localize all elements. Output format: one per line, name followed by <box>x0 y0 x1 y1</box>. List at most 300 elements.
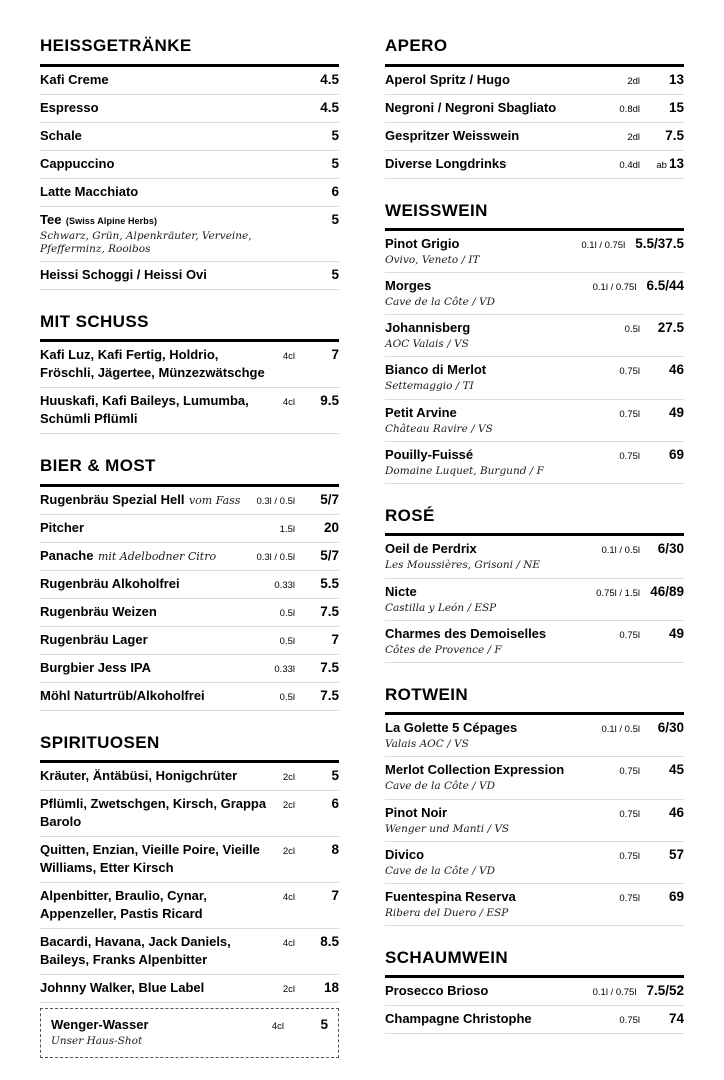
item-price-value: 69 <box>668 888 684 904</box>
item-price <box>305 604 339 619</box>
item-price <box>305 100 339 115</box>
menu-item-row <box>40 599 339 627</box>
item-name-line <box>40 547 246 565</box>
menu-item-row <box>40 883 339 929</box>
menu-item-row <box>40 95 339 123</box>
section-title-bier-und-most: BIER & MOST <box>40 456 339 487</box>
item-size: 0.33l <box>274 663 295 675</box>
item-main <box>385 846 609 878</box>
item-name-line <box>40 266 295 284</box>
item-subtext: Unser Haus-Shot <box>51 1035 143 1048</box>
item-name-line <box>40 631 270 649</box>
item-price <box>650 72 684 87</box>
item-name-line <box>385 127 617 145</box>
menu-item-row <box>385 95 684 123</box>
menu-item-row <box>40 515 339 543</box>
item-size: 2dl <box>627 75 640 87</box>
item-name-line <box>40 155 295 173</box>
item-name: Kräuter, Äntäbüsi, Honigchrüter <box>40 768 238 784</box>
item-main <box>40 71 295 89</box>
menu-item-row <box>40 571 339 599</box>
item-size: 0.4dl <box>619 159 640 171</box>
menu-section-rose <box>385 506 684 663</box>
item-name-line <box>51 1016 262 1034</box>
item-price <box>650 584 684 599</box>
item-price-value: 5 <box>331 211 339 227</box>
item-main <box>40 211 295 256</box>
item-main <box>40 519 270 537</box>
item-size: 0.1l / 0.75l <box>592 282 637 294</box>
menu-section-schaumwein <box>385 948 684 1035</box>
item-name-line <box>40 795 273 831</box>
item-price <box>305 212 339 227</box>
section-items <box>385 715 684 926</box>
item-size: 2dl <box>627 131 640 143</box>
item-subtext: Côtes de Provence / F <box>385 643 502 656</box>
item-price <box>650 720 684 735</box>
item-price <box>305 980 339 995</box>
item-name: Nicte <box>385 583 417 599</box>
item-price <box>305 347 339 362</box>
item-size: 0.75l <box>619 1015 640 1027</box>
item-price <box>650 847 684 862</box>
menu-item-row <box>40 763 339 791</box>
menu-item-row <box>40 655 339 683</box>
item-price-value: 8.5 <box>320 934 339 950</box>
section-items <box>385 536 684 662</box>
item-name: Pflümli, Zwetschgen, Kirsch, Grappa Barolo <box>40 796 267 830</box>
menu-section-spirituosen <box>40 733 339 1058</box>
item-price-value: 4.5 <box>320 71 339 87</box>
item-price <box>650 362 684 377</box>
item-main <box>40 841 273 877</box>
item-subtext: Cave de la Côte / VD <box>385 296 496 309</box>
menu-item-row <box>40 791 339 837</box>
item-name: Wenger-Wasser <box>51 1017 149 1033</box>
item-name-line <box>385 99 609 117</box>
item-main <box>385 982 583 1000</box>
item-price <box>635 236 684 251</box>
item-main <box>40 795 273 831</box>
item-size: 4cl <box>282 351 295 363</box>
section-items <box>385 67 684 179</box>
item-price <box>305 267 339 282</box>
item-price <box>305 128 339 143</box>
item-name: Charmes des Demoiselles <box>385 625 547 641</box>
item-price <box>650 128 684 143</box>
menu-section-mit-schuss <box>40 312 339 435</box>
item-size: 0.75l <box>619 892 640 904</box>
item-name-line <box>385 319 615 337</box>
item-name: Divico <box>385 846 425 862</box>
item-size: 4cl <box>271 1021 284 1033</box>
item-main <box>385 888 609 920</box>
menu-item-row <box>385 579 684 621</box>
menu-item-row <box>385 884 684 926</box>
item-main <box>385 127 617 145</box>
item-main <box>385 625 609 657</box>
item-price <box>305 632 339 647</box>
item-name-line <box>385 361 609 379</box>
menu-item-row <box>40 151 339 179</box>
item-name-line <box>40 575 264 593</box>
item-main <box>385 804 609 836</box>
item-main <box>40 155 295 173</box>
item-price <box>305 934 339 949</box>
item-name: Schale <box>40 127 82 143</box>
item-price <box>646 278 684 293</box>
item-size: 0.75l <box>619 808 640 820</box>
item-size: 0.75l <box>619 850 640 862</box>
item-name-line <box>40 933 273 969</box>
menu-item-row <box>40 627 339 655</box>
item-main <box>40 346 273 382</box>
item-main <box>40 491 246 509</box>
item-name: Negroni / Negroni Sbagliato <box>385 99 557 115</box>
item-name-line <box>40 71 295 89</box>
item-price-value: 46 <box>668 804 684 820</box>
item-main <box>385 540 591 572</box>
menu-section-bier-und-most <box>40 456 339 711</box>
item-size: 0.5l <box>279 607 295 619</box>
item-price-value: 49 <box>668 625 684 641</box>
menu-item-row <box>40 683 339 711</box>
item-name-line <box>40 346 273 382</box>
item-name-line <box>385 235 571 253</box>
item-name: Fuentespina Reserva <box>385 888 516 904</box>
item-subtext: Domaine Luquet, Burgund / F <box>385 464 544 477</box>
item-price-value: 6 <box>331 796 339 812</box>
menu-section-apero <box>385 36 684 179</box>
item-size: 0.75l <box>619 366 640 378</box>
item-price <box>305 548 339 563</box>
menu-item-row <box>385 273 684 315</box>
section-title-spirituosen: SPIRITUOSEN <box>40 733 339 764</box>
item-price-value: 49 <box>668 404 684 420</box>
item-name-line <box>40 887 273 923</box>
item-size: 0.33l <box>274 579 295 591</box>
item-price <box>305 156 339 171</box>
item-price-value: 74 <box>668 1011 684 1027</box>
item-name: Espresso <box>40 99 99 115</box>
item-main <box>40 767 273 785</box>
item-price-value: 5.5/37.5 <box>635 236 684 252</box>
item-name-line <box>385 888 609 906</box>
section-title-heissgetraenke: HEISSGETRÄNKE <box>40 36 339 67</box>
item-main <box>385 446 609 478</box>
item-price-value: 5 <box>331 768 339 784</box>
section-title-apero: APERO <box>385 36 684 67</box>
item-name-line <box>40 519 270 537</box>
item-price <box>305 796 339 811</box>
menu-item-row <box>385 842 684 884</box>
item-name: Prosecco Brioso <box>385 983 489 999</box>
item-main <box>385 155 609 173</box>
menu-item-row <box>385 151 684 179</box>
item-name: Rugenbräu Weizen <box>40 603 157 619</box>
item-size: 0.8dl <box>619 103 640 115</box>
item-name-line <box>40 99 295 117</box>
item-size: 2cl <box>282 800 295 812</box>
item-size: 0.75l <box>619 408 640 420</box>
item-price-value: 7 <box>331 631 339 647</box>
section-title-rose: ROSÉ <box>385 506 684 537</box>
menu-section-rotwein <box>385 685 684 926</box>
item-name: Panache <box>40 547 94 563</box>
item-name-line <box>385 277 583 295</box>
item-name: Bianco di Merlot <box>385 362 487 378</box>
item-price <box>650 541 684 556</box>
item-name-line <box>385 1010 609 1028</box>
item-name: Latte Macchiato <box>40 183 139 199</box>
section-items <box>40 763 339 1057</box>
item-price-value: 69 <box>668 446 684 462</box>
item-name-line <box>385 982 583 1000</box>
item-name: Cappuccino <box>40 155 115 171</box>
menu-item-row <box>385 315 684 357</box>
item-price <box>650 320 684 335</box>
item-main <box>51 1016 262 1048</box>
item-name: Gespritzer Weisswein <box>385 127 520 143</box>
item-price-value: 57 <box>668 846 684 862</box>
item-price-value: 27.5 <box>657 320 684 336</box>
section-items <box>385 978 684 1034</box>
section-title-schaumwein: SCHAUMWEIN <box>385 948 684 979</box>
item-price <box>650 156 684 171</box>
item-price-value: 18 <box>323 980 339 996</box>
item-name-line <box>385 540 591 558</box>
item-size: 0.1l / 0.5l <box>601 545 640 557</box>
item-price-value: 9.5 <box>320 393 339 409</box>
item-name-line <box>40 603 270 621</box>
item-name-line <box>385 404 609 422</box>
item-subtext: Settemaggio / TI <box>385 380 474 393</box>
menu-item-row <box>385 621 684 663</box>
item-price <box>650 1011 684 1026</box>
item-name: Rugenbräu Alkoholfrei <box>40 575 180 591</box>
item-name: Kafi Luz, Kafi Fertig, Holdrio, Fröschli, Jägertee, Münzezwätschge <box>40 347 265 381</box>
item-main <box>40 631 270 649</box>
item-name: Quitten, Enzian, Vieille Poire, Vieille Williams, Etter Kirsch <box>40 842 260 876</box>
item-price <box>650 447 684 462</box>
item-name: Heissi Schoggi / Heissi Ovi <box>40 266 207 282</box>
item-name-line <box>385 71 617 89</box>
item-price-value: 6/30 <box>657 541 684 557</box>
item-name-line <box>40 392 273 428</box>
item-subtext: Ovivo, Veneto / IT <box>385 254 480 267</box>
item-price <box>305 660 339 675</box>
item-price-value: 7.5 <box>320 603 339 619</box>
menu-item-row <box>385 978 684 1006</box>
item-price-value: 20 <box>323 519 339 535</box>
item-main <box>385 235 571 267</box>
section-title-weisswein: WEISSWEIN <box>385 201 684 232</box>
item-price-prefix: ab <box>656 159 667 171</box>
item-name: Rugenbräu Lager <box>40 631 148 647</box>
menu-column-right <box>385 36 684 1080</box>
item-size: 0.3l / 0.5l <box>256 495 295 507</box>
item-price <box>650 889 684 904</box>
item-subtext: AOC Valais / VS <box>385 338 469 351</box>
item-price <box>650 805 684 820</box>
item-price-value: 7.5/52 <box>646 983 684 999</box>
item-price-value: 13 <box>668 155 684 171</box>
section-items <box>40 487 339 711</box>
item-name: Aperol Spritz / Hugo <box>385 71 510 87</box>
item-subtext: Castilla y León / ESP <box>385 601 497 614</box>
item-price-value: 7.5 <box>320 659 339 675</box>
menu-item-row <box>40 929 339 975</box>
item-name-line <box>385 719 591 737</box>
item-price <box>305 184 339 199</box>
item-price-value: 5/7 <box>320 491 339 507</box>
menu-item-row <box>385 800 684 842</box>
item-price <box>305 72 339 87</box>
item-subtext: Château Ravire / VS <box>385 422 493 435</box>
item-name: Möhl Naturtrüb/Alkoholfrei <box>40 687 205 703</box>
item-price-value: 6.5/44 <box>646 278 684 294</box>
item-size: 0.3l / 0.5l <box>256 551 295 563</box>
item-size: 0.75l <box>619 629 640 641</box>
item-size: 0.1l / 0.75l <box>592 987 637 999</box>
item-name-line <box>385 583 586 601</box>
item-size: 2cl <box>282 846 295 858</box>
item-name-line <box>385 446 609 464</box>
item-price-value: 5.5 <box>320 575 339 591</box>
item-subtext: Cave de la Côte / VD <box>385 864 496 877</box>
item-name: Pinot Grigio <box>385 236 460 252</box>
item-main <box>385 404 609 436</box>
item-main <box>40 547 246 565</box>
menu-item-row <box>385 67 684 95</box>
item-script-note: vom Fass <box>188 493 241 507</box>
item-price-value: 46 <box>668 362 684 378</box>
item-name: Kafi Creme <box>40 71 109 87</box>
item-main <box>40 127 295 145</box>
section-items <box>40 67 339 290</box>
item-name-line <box>40 659 264 677</box>
item-name-line <box>385 155 609 173</box>
item-size: 2cl <box>282 984 295 996</box>
item-price <box>305 492 339 507</box>
item-name-line <box>40 211 295 229</box>
item-subtext: Valais AOC / VS <box>385 738 469 751</box>
menu-item-row <box>40 1008 339 1057</box>
menu-item-row <box>385 715 684 757</box>
item-size: 0.5l <box>279 691 295 703</box>
item-size: 0.5l <box>279 635 295 647</box>
item-size: 0.1l / 0.5l <box>601 724 640 736</box>
item-price-value: 8 <box>331 842 339 858</box>
menu-item-row <box>40 837 339 883</box>
menu-item-row <box>40 487 339 515</box>
item-name-line <box>40 183 295 201</box>
menu-item-row <box>385 1006 684 1034</box>
item-name-line <box>385 846 609 864</box>
item-size: 2cl <box>282 772 295 784</box>
item-name: Huuskafi, Kafi Baileys, Lumumba, Schümli Pflümli <box>40 393 249 427</box>
item-name: Pouilly-Fuissé <box>385 446 474 462</box>
item-name: Pitcher <box>40 519 85 535</box>
item-size: 4cl <box>282 938 295 950</box>
item-price <box>650 626 684 641</box>
menu-item-row <box>385 231 684 273</box>
menu-section-heissgetraenke <box>40 36 339 290</box>
item-price-value: 7 <box>331 888 339 904</box>
item-name-line <box>385 625 609 643</box>
item-price <box>305 576 339 591</box>
item-main <box>385 583 586 615</box>
menu-item-row <box>385 536 684 578</box>
item-main <box>385 71 617 89</box>
item-size: 0.1l / 0.75l <box>581 240 626 252</box>
menu-item-row <box>40 179 339 207</box>
item-subtext: Ribera del Duero / ESP <box>385 906 509 919</box>
item-main <box>385 277 583 309</box>
menu-item-row <box>40 342 339 388</box>
item-main <box>40 659 264 677</box>
item-price-value: 5/7 <box>320 547 339 563</box>
item-main <box>40 887 273 923</box>
item-name: Pinot Noir <box>385 804 448 820</box>
item-main <box>40 266 295 284</box>
menu-item-row <box>385 400 684 442</box>
item-price <box>650 100 684 115</box>
item-main <box>40 603 270 621</box>
menu-item-row <box>385 123 684 151</box>
menu-column-left <box>40 36 339 1080</box>
item-script-note: mit Adelbodner Citro <box>97 549 217 563</box>
section-title-rotwein: ROTWEIN <box>385 685 684 716</box>
menu-item-row <box>40 67 339 95</box>
item-main <box>385 761 609 793</box>
item-price-value: 5 <box>331 127 339 143</box>
item-subtext: Wenger und Manti / VS <box>385 822 510 835</box>
item-main <box>385 99 609 117</box>
item-name-line <box>40 841 273 877</box>
item-price <box>650 405 684 420</box>
item-name-line <box>40 491 246 509</box>
item-price <box>305 520 339 535</box>
item-price <box>305 393 339 408</box>
item-name-line <box>385 804 609 822</box>
item-main <box>40 183 295 201</box>
item-name: Johnny Walker, Blue Label <box>40 980 205 996</box>
item-name: Champagne Christophe <box>385 1011 532 1027</box>
menu-item-row <box>385 357 684 399</box>
item-size: 1.5l <box>279 523 295 535</box>
item-price-value: 5 <box>331 155 339 171</box>
item-price <box>294 1017 328 1032</box>
menu-section-weisswein <box>385 201 684 484</box>
item-subtext: Cave de la Côte / VD <box>385 780 496 793</box>
item-name: Merlot Collection Expression <box>385 762 565 778</box>
item-price-value: 45 <box>668 762 684 778</box>
item-price <box>305 842 339 857</box>
item-name: Petit Arvine <box>385 404 457 420</box>
item-name-line <box>385 761 609 779</box>
section-items <box>385 231 684 484</box>
item-name-line <box>40 687 270 705</box>
item-name: Bacardi, Havana, Jack Daniels, Baileys, Franks Alpenbitter <box>40 934 231 968</box>
menu-item-row <box>385 757 684 799</box>
item-price <box>305 768 339 783</box>
item-subtext: Les Moussières, Grisoni / NE <box>385 559 541 572</box>
item-name: Rugenbräu Spezial Hell <box>40 491 185 507</box>
menu-item-row <box>385 442 684 484</box>
section-title-mit-schuss: MIT SCHUSS <box>40 312 339 343</box>
item-main <box>40 99 295 117</box>
